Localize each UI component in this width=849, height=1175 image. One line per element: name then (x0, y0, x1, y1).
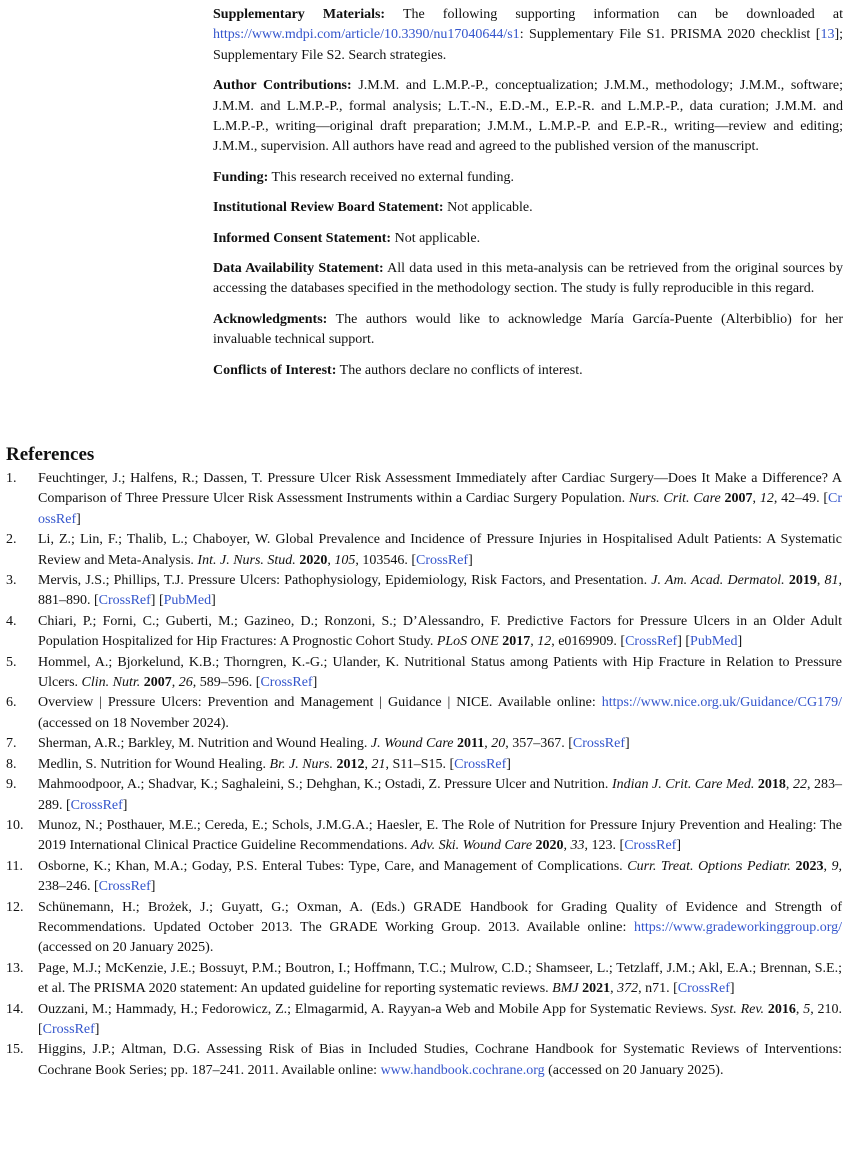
reference-text: Mervis, J.S.; Phillips, T.J. Pressure Ulcers: Pathophysiology, Epidemiology, Risk Factors, and Presentation. (38, 573, 652, 589)
reference-text: , (484, 736, 492, 752)
reference-text: Li, Z.; Lin, F.; Thalib, L.; Chaboyer, W. Global Prevalence and Incidence of Pressure Injuries in Hospitalised Adult Patients: A Systematic Review and Meta-Analysis. (38, 532, 842, 568)
reference-text: , 357–367. [ (505, 736, 573, 752)
author-contributions: Author Contributions: J.M.M. and L.M.P.-P., conceptualization; J.M.M., methodology; J.M.M., software; J.M.M. and L.M.P.-P., formal analysis; L.T.-N., E.D.-M., E.P.-R. and L.M.P.-P., data curation; J.M.M. and L.M.P.-P., writing—original draft preparation; J.M.M., L.M.P.-P. and E.P.-R., writing—review and editing; J.M.M., supervision. All authors have read and agreed to the published version of the manuscript. (213, 78, 843, 155)
back-matter (213, 5, 843, 391)
reference-journal: Syst. Rev. (710, 1001, 765, 1017)
reference-item (6, 530, 842, 571)
reference-journal: 105 (334, 552, 356, 568)
reference-journal: 26 (178, 675, 193, 691)
reference-text: , (823, 858, 832, 874)
reference-text: Medlin, S. Nutrition for Wound Healing. (38, 756, 270, 772)
reference-text: Munoz, N.; Posthauer, M.E.; Cereda, E.; Schols, J.M.G.A.; Haesler, E. The Role of Nutrition for Pressure Injury Prevention and Healing: The 2019 International Clinical Practice Guideline Recommendations. (38, 817, 842, 854)
reference-journal: 12 (537, 634, 552, 650)
reference-text: , (171, 675, 179, 691)
reference-journal: 20 (491, 736, 506, 752)
reference-item (6, 653, 842, 694)
reference-year: 2020 (535, 838, 564, 854)
reference-text: , 589–596. [ (192, 675, 261, 691)
reference-text: Feuchtinger, J.; Halfens, R.; Dassen, T. Pressure Ulcer Risk Assessment Immediately after Cardiac Surgery—Does It Make a Difference? A Comparison of Three Pressure Ulcer Risk Assessment Instruments within a Cardiac Surgery Population. (38, 471, 842, 507)
reference-text: , 283–289. [ (38, 777, 843, 813)
reference-link[interactable]: CrossRef (260, 675, 313, 691)
reference-link[interactable]: CrossRef (42, 1021, 95, 1037)
reference-text: ] (676, 838, 681, 854)
reference-year: 2021 (582, 981, 611, 997)
reference-year: 2016 (767, 1001, 796, 1017)
reference-text: , 238–246. [ (38, 858, 843, 895)
section-label: Supplementary Materials: (213, 7, 386, 22)
reference-text: Hommel, A.; Bjorkelund, K.B.; Thorngren, K.-G.; Ulander, K. Nutritional Status among Patients with Hip Fracture in Relation to Pressure Ulcers. (38, 654, 842, 691)
reference-number: 7. (6, 736, 17, 752)
reference-journal: PLoS ONE (436, 634, 499, 650)
reference-link[interactable]: https://www.nice.org.uk/Guidance/CG179/ (601, 695, 842, 711)
acknowledgments: Acknowledgments: The authors would like to acknowledge María García-Puente (Alterbiblio) for her invaluable technical support. (213, 311, 843, 348)
supplementary-link[interactable]: https://www.mdpi.com/article/10.3390/nu17040644/s1 (213, 27, 520, 43)
reference-text: ] (150, 879, 156, 895)
reference-journal: 12 (759, 491, 774, 507)
reference-item (6, 1000, 842, 1041)
reference-link[interactable]: CrossRef (70, 797, 123, 813)
reference-journal: Indian J. Crit. Care Med. (611, 777, 755, 793)
section-label: Funding: (213, 169, 269, 185)
reference-year: 2020 (299, 552, 328, 568)
reference-item (6, 469, 842, 530)
references-heading: References (6, 444, 95, 465)
irb-statement: Institutional Review Board Statement: Not applicable. (213, 200, 533, 216)
reference-item (6, 775, 842, 816)
reference-item (6, 612, 842, 653)
reference-journal: Int. J. Nurs. Stud. (197, 552, 296, 568)
reference-journal: Clin. Nutr. (81, 675, 141, 691)
reference-number: 3. (6, 573, 17, 589)
reference-text: Overview | Pressure Ulcers: Prevention and Management | Guidance | NICE. Available online: (38, 695, 602, 711)
reference-item (6, 571, 842, 612)
reference-link[interactable]: CrossRef (625, 634, 678, 650)
reference-item (6, 755, 842, 775)
reference-text: , (563, 838, 571, 854)
reference-item (6, 959, 842, 1000)
reference-number: 12. (6, 899, 24, 915)
reference-text: ] (737, 634, 743, 650)
reference-text: , (610, 981, 618, 997)
reference-journal: BMJ (552, 981, 579, 997)
reference-text: (accessed on 20 January 2025). (544, 1062, 724, 1078)
reference-text: , (364, 756, 372, 772)
reference-text: , (785, 777, 793, 793)
supplementary-materials: Supplementary Materials: The following supporting information can be downloaded at https://www.mdpi.com/article/10.3390/nu17040644/s1: Supplementary File S1. PRISMA 2020 checklist [13]; Supplementary File S2. Search strategies. (213, 7, 843, 63)
reference-journal: 33 (570, 838, 585, 854)
reference-item (6, 816, 842, 857)
reference-item (6, 1040, 842, 1081)
reference-year: 2012 (336, 756, 365, 772)
reference-text: , 42–49. [ (773, 491, 829, 507)
reference-year: 2007 (724, 491, 753, 507)
reference-text: ] (122, 797, 128, 813)
reference-journal: 21 (371, 756, 386, 772)
section-label: Acknowledgments: (213, 311, 328, 327)
informed-consent-statement: Informed Consent Statement: Not applicable. (213, 230, 481, 246)
citation-link[interactable]: 13 (820, 27, 835, 43)
reference-text: (accessed on 18 November 2024). (38, 715, 229, 731)
reference-text: , 123. [ (584, 838, 625, 854)
reference-text: ] (312, 675, 318, 691)
reference-text: Osborne, K.; Khan, M.A.; Goday, P.S. Enteral Tubes: Type, Care, and Management of Complications. (38, 858, 628, 874)
section-label: Author Contributions: (213, 78, 352, 94)
reference-text: (accessed on 20 January 2025). (38, 940, 214, 956)
reference-journal: 5 (803, 1001, 811, 1017)
reference-link[interactable]: CrossRef (624, 838, 677, 854)
reference-number: 13. (6, 960, 24, 976)
reference-text: , (795, 1001, 804, 1017)
reference-link[interactable]: CrossRef (454, 756, 507, 772)
reference-link[interactable]: CrossRef (38, 491, 843, 527)
reference-text: Higgins, J.P.; Altman, D.G. Assessing Risk of Bias in Included Studies, Cochrane Handbook for Systematic Reviews of Interventions: Cochrane Book Series; pp. 187–241. 2011. Available online: (38, 1042, 842, 1078)
reference-link[interactable]: PubMed (163, 593, 212, 609)
reference-link[interactable]: CrossRef (572, 736, 625, 752)
reference-link[interactable]: https://www.gradeworkinggroup.org/ (633, 919, 842, 935)
reference-number: 9. (6, 777, 17, 793)
reference-text: Sherman, A.R.; Barkley, M. Nutrition and Wound Healing. (38, 736, 371, 752)
reference-link[interactable]: CrossRef (415, 552, 469, 568)
reference-text: ] (625, 736, 630, 752)
reference-year: 2018 (757, 777, 786, 793)
reference-number: 15. (6, 1042, 24, 1058)
reference-journal: 9 (831, 858, 839, 874)
reference-text: , (327, 552, 335, 568)
funding-statement: Funding: This research received no external funding. (213, 169, 515, 185)
reference-link[interactable]: CrossRef (98, 879, 151, 895)
reference-year: 2017 (502, 634, 531, 650)
reference-journal: Br. J. Nurs. (269, 756, 333, 772)
reference-text: ] (506, 756, 511, 772)
reference-number: 4. (6, 613, 17, 629)
reference-link[interactable]: PubMed (690, 634, 738, 650)
reference-number: 5. (6, 654, 17, 670)
reference-text: , 103546. [ (355, 552, 416, 568)
reference-number: 1. (6, 471, 17, 486)
reference-journal: Nurs. Crit. Care (628, 491, 721, 507)
reference-link[interactable]: CrossRef (98, 593, 151, 609)
reference-text: ] (468, 552, 473, 568)
reference-text: , (816, 573, 825, 589)
reference-link[interactable]: CrossRef (677, 981, 730, 997)
reference-text: Chiari, P.; Forni, C.; Guberti, M.; Gazineo, D.; Ronzoni, S.; D’Alessandro, F. Predictive Factors for Pressure Ulcers in an Older Adult Population Hospitalized for Hip Fractures: A Prognostic Cohort Study. (38, 613, 842, 650)
reference-number: 6. (6, 695, 17, 711)
reference-text: , e0169909. [ (551, 634, 626, 650)
reference-year: 2007 (143, 675, 172, 691)
reference-link[interactable]: www.handbook.cochrane.org (380, 1062, 545, 1078)
reference-journal: Curr. Treat. Options Pediatr. (627, 858, 791, 874)
reference-number: 11. (6, 858, 23, 874)
reference-text: , 881–890. [ (38, 573, 843, 609)
section-label: Institutional Review Board Statement: (213, 200, 444, 216)
reference-text: Mahmoodpoor, A.; Shadvar, K.; Saghaleini, S.; Dehghan, K.; Ostadi, Z. Pressure Ulcer and Nutrition. (38, 777, 612, 793)
reference-text: ] (211, 593, 216, 609)
reference-text: ] [ (150, 593, 164, 609)
reference-number: 2. (6, 532, 17, 548)
reference-text: Ouzzani, M.; Hammady, H.; Fedorowicz, Z.; Elmagarmid, A. Rayyan-a Web and Mobile App for Systematic Reviews. (38, 1001, 711, 1017)
reference-journal: J. Am. Acad. Dermatol. (651, 573, 785, 589)
reference-text: , (530, 634, 538, 650)
reference-text: ] (94, 1021, 100, 1037)
conflicts-of-interest: Conflicts of Interest: The authors declare no conflicts of interest. (213, 362, 583, 378)
reference-text: ] (76, 511, 81, 527)
reference-year: 2011 (456, 736, 485, 752)
reference-text: ] (729, 981, 735, 997)
reference-journal: J. Wound Care (370, 736, 454, 752)
reference-journal: 81 (824, 573, 839, 589)
reference-text: Page, M.J.; McKenzie, J.E.; Bossuyt, P.M.; Boutron, I.; Hoffmann, T.C.; Mulrow, C.D.; Shamseer, L.; Tetzlaff, J.M.; Akl, E.A.; Brennan, S.E.; et al. The PRISMA 2020 statement: An updated guideline for reporting systematic reviews. (38, 960, 842, 997)
reference-item (6, 898, 842, 959)
reference-number: 14. (6, 1001, 24, 1017)
section-label: Conflicts of Interest: (213, 362, 337, 378)
section-label: Data Availability Statement: (213, 261, 384, 277)
reference-number: 10. (6, 817, 24, 833)
references-list (6, 469, 842, 1081)
reference-journal: Adv. Ski. Wound Care (410, 838, 533, 854)
reference-text: Schünemann, H.; Brożek, J.; Guyatt, G.; Oxman, A. (Eds.) GRADE Handbook for Grading Quality of Evidence and Strength of Recommendations. Updated October 2013. The GRADE Working Group. 2013. Available online: (38, 899, 842, 935)
reference-text: , S11–S15. [ (385, 756, 455, 772)
reference-item (6, 693, 842, 734)
reference-journal: 22 (792, 777, 807, 793)
data-availability-statement: Data Availability Statement: All data used in this meta-analysis can be retrieved from the original sources by accessing the databases specified in the methodology section. The study is fully reproducible in this regard. (213, 261, 844, 297)
reference-item (6, 857, 842, 898)
reference-number: 8. (6, 756, 17, 772)
section-label: Informed Consent Statement: (213, 230, 392, 246)
reference-year: 2023 (795, 858, 824, 874)
reference-item (6, 734, 842, 754)
reference-text: , n71. [ (638, 981, 678, 997)
reference-text: ] [ (677, 634, 691, 650)
reference-journal: 372 (617, 981, 639, 997)
reference-text: , 210. [ (38, 1001, 843, 1037)
reference-text: , (752, 491, 760, 507)
reference-year: 2019 (788, 573, 817, 589)
